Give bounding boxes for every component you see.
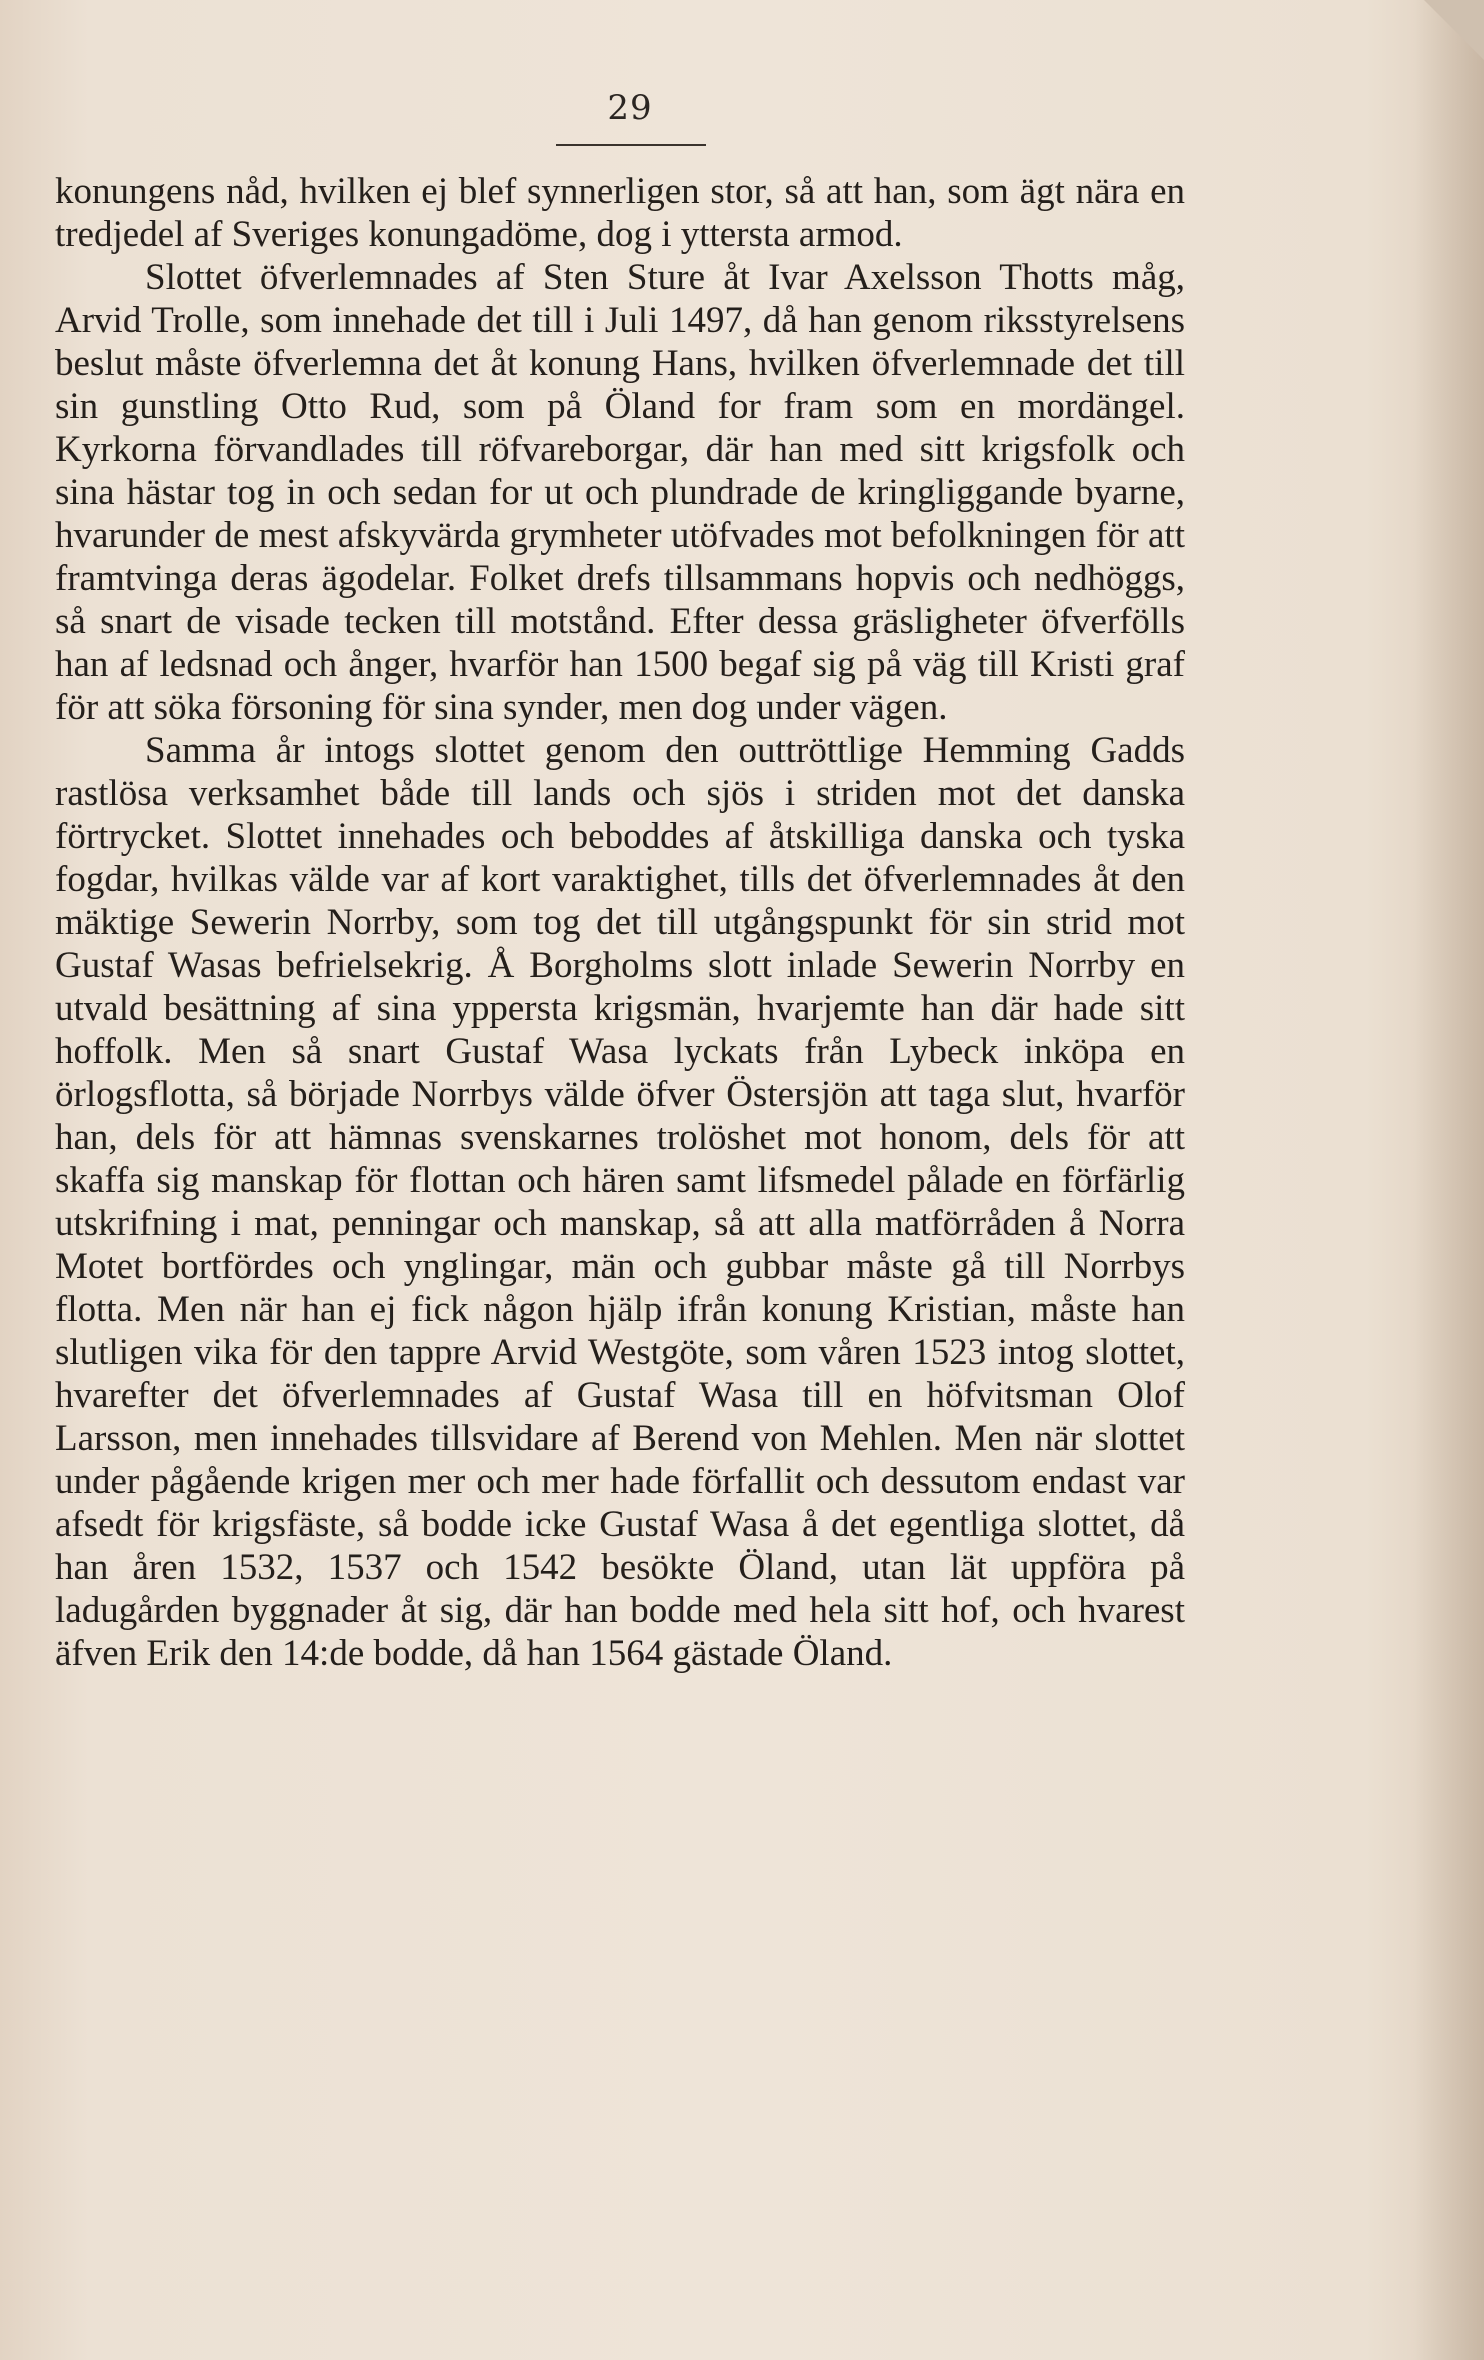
body-text [55, 170, 1185, 1675]
paragraph-2: Slottet öfverlemnades af Sten Sture åt Ivar Axelsson Thotts måg, Arvid Trolle, som innehade det till i Juli 1497, då han genom riksstyrelsens beslut måste öfverlemna det åt konung Hans, hvilken öfverlemnade det till sin gunstling Otto Rud, som på Öland for fram som en mordängel. Kyrkorna förvandlades till röfvareborgar, där han med sitt krigsfolk och sina hästar tog in och sedan for ut och plundrade de kringliggande byarne, hvarunder de mest afskyvärda grymheter utöfvades mot befolkningen för att framtvinga deras ägodelar. Folket drefs tillsammans hopvis och nedhöggs, så snart de visade tecken till motstånd. Efter dessa gräsligheter öfverfölls han af ledsnad och ånger, hvarför han 1500 begaf sig på väg till Kristi graf för att söka försoning för sina synder, men dog under vägen. [55, 257, 1185, 728]
page-number-rule [556, 144, 706, 146]
page-number: 29 [607, 88, 653, 128]
page-corner-fold [1424, 0, 1484, 60]
paragraph-1: konungens nåd, hvilken ej blef synnerligen stor, så att han, som ägt nära en tredjedel af Sveriges konungadöme, dog i yttersta armod. [55, 171, 1185, 255]
paragraph-3: Samma år intogs slottet genom den outtröttlige Hemming Gadds rastlösa verksamhet både till lands och sjös i striden mot det danska förtrycket. Slottet innehades och beboddes af åtskilliga danska och tyska fogdar, hvilkas välde var af kort varaktighet, tills det öfverlemnades åt den mäktige Sewerin Norrby, som tog det till utgångspunkt för sin strid mot Gustaf Wasas befrielsekrig. Å Borgholms slott inlade Sewerin Norrby en utvald besättning af sina yppersta krigsmän, hvarjemte han där hade sitt hoffolk. Men så snart Gustaf Wasa lyckats från Lybeck inköpa en örlogsflotta, så började Norrbys välde öfver Östersjön att taga slut, hvarför han, dels för att hämnas svenskarnes trolöshet mot honom, dels för att skaffa sig manskap för flottan och hären samt lifsmedel pålade en förfärlig utskrifning i mat, penningar och manskap, så att alla matförråden å Norra Motet bortfördes och ynglingar, män och gubbar måste gå till Norrbys flotta. Men när han ej fick någon hjälp ifrån konung Kristian, måste han slutligen vika för den tappre Arvid Westgöte, som våren 1523 intog slottet, hvarefter det öfverlemnades af Gustaf Wasa till en höfvitsman Olof Larsson, men innehades tillsvidare af Berend von Mehlen. Men när slottet under pågående krigen mer och mer hade förfallit och dessutom endast var afsedt för krigsfäste, så bodde icke Gustaf Wasa å det egentliga slottet, då han åren 1532, 1537 och 1542 besökte Öland, utan lät uppföra på ladugården byggnader åt sig, där han bodde med hela sitt hof, och hvarest äfven Erik den 14:de bodde, då han 1564 gästade Öland. [55, 730, 1185, 1674]
page-edge-shadow [1414, 0, 1484, 2360]
